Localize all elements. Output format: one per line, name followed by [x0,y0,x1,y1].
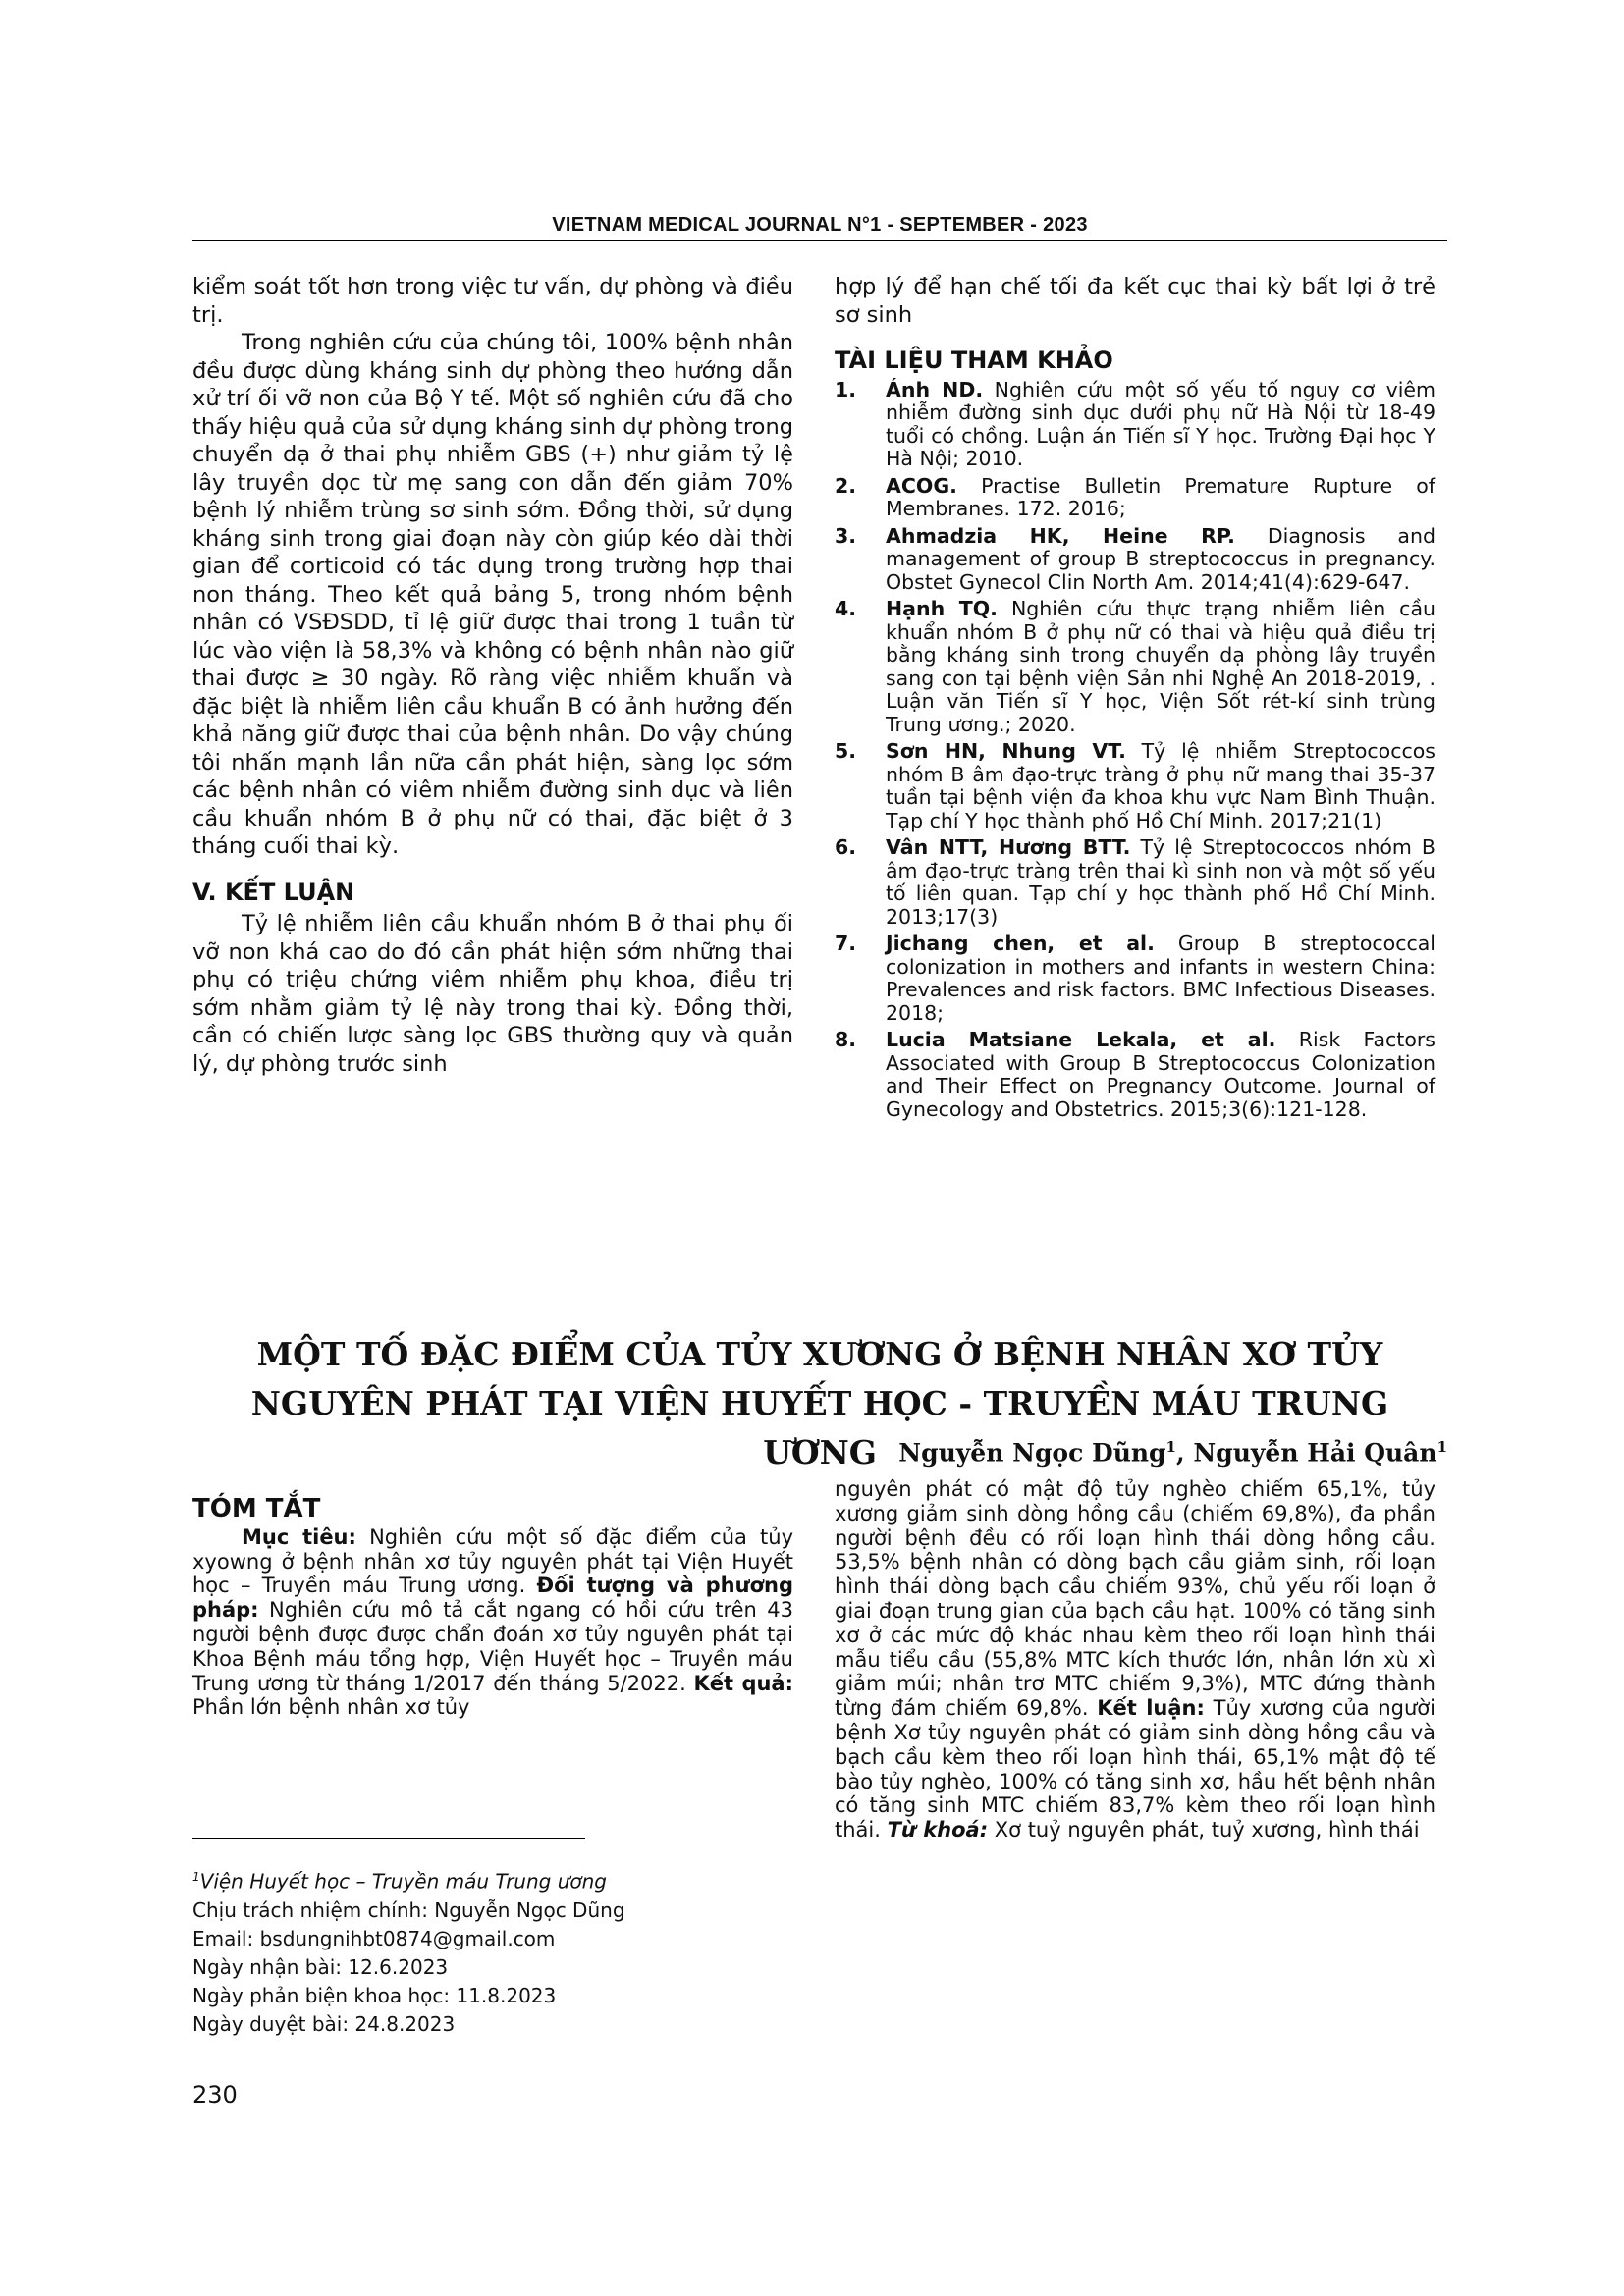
abstract-label-conclusion: Kết luận: [1097,1696,1205,1721]
reference-number: 3. [835,523,857,548]
reference-authors: Hạnh TQ. [886,597,998,620]
abstract-results-continued: nguyên phát có mật độ tủy nghèo chiếm 65,1%, tủy xương giảm sinh dòng hồng cầu (chiếm 69,8%), đa phần người bệnh đều có rối loạn hình thái dòng hồng cầu. 53,5% bệnh nhân có dòng bạch cầu giảm sinh, rối loạn hình thái dòng bạch cầu chiếm 93%, chủ yếu rối loạn ở giai đoạn trung gian của bạch cầu hạt. 100% có tăng sinh xơ ở các mức độ khác nhau kèm theo rối loạn hình thái mẫu tiểu cầu (55,8% MTC kích thước lớn, nhân lớn xù xì giảm múi; nhân trơ MTC chiếm 9,3%), MTC đứng thành từng đám chiếm 69,8%. [835,1477,1435,1721]
header-rule [192,240,1447,241]
reference-authors: Sơn HN, Nhung VT. [886,739,1126,763]
left-column [192,273,793,1078]
reference-authors: Ánh ND. [886,377,984,401]
reference-text: Nghiên cứu một số yếu tố nguy cơ viêm nhiễm đường sinh dục dưới phụ nữ Hà Nội từ 18-49 tuổi có chồng. Luận án Tiến sĩ Y học. Trường Đại học Y Hà Nội; 2010. [886,377,1435,470]
abstract-left [192,1494,794,1720]
footnote-affiliation-text: Viện Huyết học – Truyền máu Trung ương [199,1869,607,1894]
abstract-right [835,1477,1435,1842]
author-affiliation-mark: 1 [1436,1438,1447,1456]
reference-number: 5. [835,739,857,763]
reference-item [835,836,1435,929]
paragraph: Tỷ lệ nhiễm liên cầu khuẩn nhóm B ở thai phụ ối vỡ non khá cao do đó cần phát hiện sớm những thai phụ có triệu chứng viêm nhiễm phụ khoa, điều trị sớm nhằm giảm tỷ lệ này trong thai kỳ. Đồng thời, cần có chiến lược sàng lọc GBS thường quy và quản lý, dự phòng trước sinh [192,911,793,1077]
paragraph: hợp lý để hạn chế tối đa kết cục thai kỳ bất lợi ở trẻ sơ sinh [835,274,1435,328]
reference-authors: ACOG. [886,473,957,498]
footnote-responsible: Chịu trách nhiệm chính: Nguyễn Ngọc Dũng [192,1897,625,1922]
reference-number: 1. [835,377,857,401]
reference-text: Tỷ lệ Streptococcos nhóm B âm đạo-trực tràng trên thai kì sinh non và một số yếu tố liên quan. Tạp chí y học thành phố Hồ Chí Minh. 2013;17(3) [886,835,1435,929]
footnote-affiliation-mark: 1 [192,1870,200,1884]
footnote-received: Ngày nhận bài: 12.6.2023 [192,1954,449,1979]
reference-item [835,933,1435,1025]
abstract-conclusion: Tủy xương của người bệnh Xơ tủy nguyên phát có giảm sinh dòng hồng cầu và bạch cầu kèm theo rối loạn hình thái, 65,1% mật độ tế bào tủy nghèo, 100% có tăng sinh xơ, hầu hết bệnh nhân có tăng sinh MTC chiếm 83,7% kèm theo rối loạn hình thái. [835,1696,1435,1842]
article-title-line1: MỘT TỐ ĐẶC ĐIỂM CỦA TỦY XƯƠNG Ở BỆNH NHÂN XƠ TỦY [256,1335,1383,1373]
reference-item [835,1029,1435,1121]
footnote-email: Email: bsdungnihbt0874@gmail.com [192,1926,556,1950]
reference-number: 6. [835,835,857,859]
reference-item [835,475,1435,521]
reference-text: Tỷ lệ nhiễm Streptococcos nhóm B âm đạo-trực tràng ở phụ nữ mang thai 35-37 tuần tại bệnh viện đa khoa khu vực Nam Bình Thuận. Tạp chí Y học thành phố Hồ Chí Minh. 2017;21(1) [886,739,1435,832]
abstract-label-keywords: Từ khoá: [887,1818,989,1842]
reference-authors: Lucia Matsiane Lekala, et al. [886,1028,1276,1051]
footnote-reviewed: Ngày phản biện khoa học: 11.8.2023 [192,1983,557,2007]
section-heading-conclusion: V. KẾT LUẬN [192,878,355,906]
journal-header: VIETNAM MEDICAL JOURNAL N°1 - SEPTEMBER - 2023 [552,214,1088,236]
abstract-paragraph [835,1477,1435,1842]
abstract-label-methods: Đối tượng và phương pháp: [192,1574,793,1623]
reference-text: Diagnosis and management of group B streptococcus in pregnancy. Obstet Gynecol Clin North Am. 2014;41(4):629-647. [886,523,1435,594]
reference-authors: Jichang chen, et al. [886,932,1155,955]
paragraph: kiểm soát tốt hơn trong việc tư vấn, dự phòng và điều trị. [192,274,793,328]
abstract-paragraph [192,1525,793,1720]
footnote [192,1863,793,2039]
abstract-keywords: Xơ tuỷ nguyên phát, tuỷ xương, hình thái [988,1818,1420,1842]
authors-line [898,1438,1447,1467]
footnote-rule [192,1838,585,1839]
reference-item [835,740,1435,832]
footnote-affiliation [192,1863,793,1896]
abstract-methods: Nghiên cứu mô tả cắt ngang có hồi cứu trên 43 người bệnh được được chẩn đoán xơ tủy nguyên phát tại Khoa Bệnh máu tổng hợp, Viện Huyết học – Truyền máu Trung ương từ tháng 1/2017 đến tháng 5/2022. [192,1598,793,1695]
footnote-accepted: Ngày duyệt bài: 24.8.2023 [192,2011,456,2036]
references-heading: TÀI LIỆU THAM KHẢO [835,347,1113,374]
reference-authors: Vân NTT, Hương BTT. [886,835,1131,859]
reference-text: Risk Factors Associated with Group B Streptococcus Colonization and Their Effect on Pregnancy Outcome. Journal of Gynecology and Obstetrics. 2015;3(6):121-128. [886,1028,1435,1121]
right-column [835,273,1435,1125]
author-name: Nguyễn Hải Quân [1193,1438,1437,1468]
reference-number: 4. [835,597,857,620]
reference-item [835,525,1435,595]
abstract-label-objective: Mục tiêu: [242,1524,356,1549]
page-number: 230 [192,2081,238,2109]
abstract-results-start: Phần lớn bệnh nhân xơ tủy [192,1695,470,1720]
abstract-objective: Nghiên cứu một số đặc điểm của tủy xyowng ở bệnh nhân xơ tủy nguyên phát tại Viện Huyết học – Truyền máu Trung ương. [192,1524,794,1598]
author-separator: , [1175,1438,1194,1468]
reference-number: 7. [835,932,857,955]
author-affiliation-mark: 1 [1165,1438,1176,1456]
reference-item [835,379,1435,471]
abstract-heading: TÓM TẮT [192,1494,321,1523]
reference-text: Nghiên cứu thực trạng nhiễm liên cầu khuẩn nhóm B ở phụ nữ có thai và hiệu quả điều trị bằng kháng sinh trong chuyển dạ phòng lây truyền sang con tại bệnh viện Sản nhi Nghệ An 2018-2019, . Luận văn Tiến sĩ Y học, Viện Sốt rét-kí sinh trùng Trung ương.; 2020. [886,597,1435,736]
reference-number: 8. [835,1028,857,1051]
reference-number: 2. [835,473,857,498]
article-title-line2: NGUYÊN PHÁT TẠI VIỆN HUYẾT HỌC - TRUYỀN MÁU TRUNG ƯƠNG [250,1384,1389,1471]
reference-item [835,598,1435,736]
abstract-label-results: Kết quả: [693,1671,793,1695]
reference-text: Practise Bulletin Premature Rupture of Membranes. 172. 2016; [886,473,1435,520]
author-name: Nguyễn Ngọc Dũng [898,1438,1166,1468]
paragraph: Trong nghiên cứu của chúng tôi, 100% bệnh nhân đều được dùng kháng sinh dự phòng theo hướng dẫn xử trí ối vỡ non của Bộ Y tế. Một số nghiên cứu đã cho thấy hiệu quả của sử dụng kháng sinh dự phòng trong chuyển dạ ở thai phụ nhiễm GBS (+) như giảm tỷ lệ lây truyền dọc từ mẹ sang con dẫn đến giảm 70% bệnh lý nhiễm trùng sơ sinh sớm. Đồng thời, sử dụng kháng sinh trong giai đoạn này còn giúp kéo dài thời gian để corticoid có tác dụng trong trường hợp thai non tháng. Theo kết quả bảng 5, trong nhóm bệnh nhân có VSĐSDD, tỉ lệ giữ được thai trong 1 tuần từ lúc vào viện là 58,3% và không có bệnh nhân nào giữ thai được ≥ 30 ngày. Rõ ràng việc nhiễm khuẩn và đặc biệt là nhiễm liên cầu khuẩn B có ảnh hưởng đến khả năng giữ được thai của bệnh nhân. Do vậy chúng tôi nhấn mạnh lần nữa cần phát hiện, sàng lọc sớm các bệnh nhân có viêm nhiễm đường sinh dục và liên cầu khuẩn nhóm B ở phụ nữ có thai, đặc biệt ở 3 tháng cuối thai kỳ. [192,330,793,859]
references-list [835,379,1435,1122]
reference-authors: Ahmadzia HK, Heine RP. [886,523,1235,548]
reference-text: Group B streptococcal colonization in mothers and infants in western China: Prevalences and risk factors. BMC Infectious Diseases. 2018; [886,932,1435,1025]
